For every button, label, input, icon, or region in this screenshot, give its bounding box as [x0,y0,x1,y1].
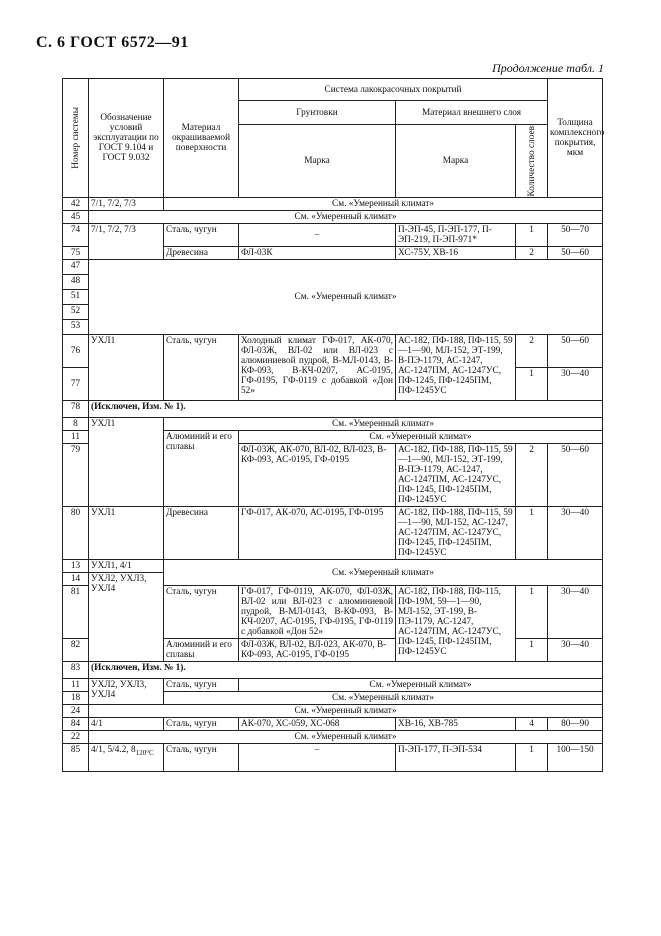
table-row [63,662,603,679]
row-number: 81 [63,586,89,639]
row-reference: См. «Умеренный климат» [239,431,603,444]
header-thickness: Толщина комплексного покрытия, мкм [548,79,603,198]
row-conditions: УХЛ2, УХЛ3, УХЛ4 [89,679,164,705]
row-layers: 2 [516,247,548,260]
row-number: 11 [63,679,89,692]
table-row [63,260,603,275]
row-number: 11 [63,431,89,444]
row-thickness: 50—70 [548,224,603,247]
row-conditions: 7/1, 7/2, 7/3 [89,224,164,260]
row-material: Древесина [164,247,239,260]
row-number: 47 [63,260,89,275]
row-number: 48 [63,275,89,290]
row-conditions [89,744,164,772]
header-material: Материал окрашиваемой поверхности [164,79,239,198]
row-number: 45 [63,211,89,224]
table-continuation-caption: Продолжение табл. 1 [492,61,604,75]
row-number: 83 [63,662,89,679]
row-reference: См. «Умеренный климат» [164,418,603,431]
row-outer: П-ЭП-177, П-ЭП-534 [396,744,516,772]
row-primer: – [239,744,396,772]
table-row [63,224,603,247]
table-row [63,679,603,692]
row-material: Сталь, чугун [164,224,239,247]
row-number: 77 [63,368,89,401]
row-primer: ФЛ-03Ж, АК-070, ВЛ-02, ВЛ-023, В-КФ-093, АС-0195, ГФ-0195 [239,444,396,507]
row-conditions: УХЛ1 [89,507,164,560]
row-reference: См. «Умеренный климат» [239,679,603,692]
header-outer-material: Материал внешнего слоя [396,101,548,125]
row-material: Алюминий и его сплавы [164,639,239,662]
row-conditions: УХЛ2, УХЛ3, УХЛ4 [89,573,164,662]
row-primer: Холодный климат ГФ-017, АК-070, ФЛ-03Ж, ВЛ-02 или ВЛ-023 с алюминиевой пудрой, В-МЛ-0143, В-КФ-093, В-КЧ-0207, АС-0195, ГФ-0195, ГФ-0119 с добавкой «Дон 52» [239,335,396,401]
row-number: 82 [63,639,89,662]
row-layers: 2 [516,335,548,368]
row-number: 52 [63,305,89,320]
table-row [63,560,603,573]
row-number: 85 [63,744,89,772]
header-layers: Количество слоев [516,125,548,198]
row-thickness: 80—90 [548,718,603,731]
header-coating-system: Система лакокрасочных покрытий [239,79,548,101]
row-thickness: 30—40 [548,368,603,401]
row-number: 78 [63,401,89,418]
row-outer: АС-182, ПФ-188, ПФ-115, 59—1—90, МЛ-152, ЭТ-199, В-ПЭ-1179, АС-1247, АС-1247ПМ, АС-1247УС, ПФ-1245, ПФ-1245ПМ, ПФ-1245УС [396,444,516,507]
row-reference: См. «Умеренный климат» [164,560,603,586]
row-number: 79 [63,444,89,507]
row-layers: 1 [516,368,548,401]
row-layers: 1 [516,507,548,560]
row-number: 13 [63,560,89,573]
row-number: 53 [63,320,89,335]
row-layers: 1 [516,639,548,662]
row-conditions: УХЛ1, 4/1 [89,560,164,573]
row-thickness: 30—40 [548,639,603,662]
row-primer: ФЛ-03Ж, ВЛ-02, ВЛ-023, АК-070, В-КФ-093, АС-0195, ГФ-0195 [239,639,396,662]
row-outer: АС-182, ПФ-188, ПФ-115, 59—1—90, МЛ-152, ЭТ-199, В-ПЭ-1179, АС-1247, АС-1247ПМ, АС-1247УС, ПФ-1245, ПФ-1245ПМ, ПФ-1245УС [396,335,516,401]
row-thickness: 30—40 [548,586,603,639]
row-number: 18 [63,692,89,705]
row-layers: 2 [516,444,548,507]
row-primer: ФЛ-03К [239,247,396,260]
row-material: Алюминий и его сплавы [164,431,239,507]
row-number: 74 [63,224,89,247]
row-thickness: 50—60 [548,444,603,507]
row-material: Сталь, чугун [164,718,239,731]
row-excluded-note: (Исключен, Изм. № 1). [89,401,603,418]
row-outer: АС-182, ПФ-188, ПФ-115, 59—1—90, МЛ-152, АС-1247, АС-1247ПМ, АС-1247УС, ПФ-1245, ПФ-1245ПМ, ПФ-1245УС [396,507,516,560]
row-conditions-main: 4/1, 5/4.2, 8 [91,745,136,756]
row-conditions: 7/1, 7/2, 7/3 [89,198,164,211]
row-thickness: 50—60 [548,247,603,260]
table-row [63,731,603,744]
row-material: Сталь, чугун [164,679,239,692]
row-reference: См. «Умеренный климат» [89,211,603,224]
row-thickness: 100—150 [548,744,603,772]
table-row [63,418,603,431]
row-conditions: УХЛ1 [89,418,164,507]
row-outer: П-ЭП-45, П-ЭП-177, П-ЭП-219, П-ЭП-971* [396,224,516,247]
row-material: Древесина [164,507,239,560]
table-row [63,705,603,718]
row-number: 80 [63,507,89,560]
row-layers: 1 [516,744,548,772]
row-layers: 4 [516,718,548,731]
row-number: 22 [63,731,89,744]
row-reference: См. «Умеренный климат» [164,198,603,211]
row-reference: См. «Умеренный климат» [89,260,603,335]
row-outer: ХВ-16, ХВ-785 [396,718,516,731]
header-conditions: Обозначение условий эксплуатации по ГОСТ 9.104 и ГОСТ 9.032 [89,79,164,198]
row-number: 75 [63,247,89,260]
header-system-number: Номер системы [63,79,89,198]
row-conditions-subscript: 120°С [135,749,154,758]
row-reference: См. «Умеренный климат» [89,705,603,718]
coating-systems-table [62,78,603,772]
row-material: Сталь, чугун [164,335,239,401]
table-row [63,401,603,418]
table-row [63,211,603,224]
row-material: Сталь, чугун [164,586,239,639]
row-number: 84 [63,718,89,731]
row-primer: АК-070, ХС-059, ХС-068 [239,718,396,731]
page-header: С. 6 ГОСТ 6572—91 [36,34,189,51]
row-outer: ХС-75У, ХВ-16 [396,247,516,260]
header-brand-primer: Марка [239,125,396,198]
row-material: Сталь, чугун [164,744,239,772]
row-number: 14 [63,573,89,586]
row-thickness: 30—40 [548,507,603,560]
row-conditions: УХЛ1 [89,335,164,401]
row-primer: ГФ-017, ГФ-0119, АК-070, ФЛ-03Ж, ВЛ-02 или ВЛ-023 с алюминиевой пудрой, В-МЛ-0143, В-КФ-093, В-КЧ-0207, АС-0195, ГФ-0195, ГФ-0119 с добавкой «Дон 52» [239,586,396,639]
header-brand-outer: Марка [396,125,516,198]
row-outer: АС-182, ПФ-188, ПФ-115, ПФ-19М, 59—1—90, МЛ-152, ЭТ-199, В-ПЭ-1179, АС-1247, АС-1247ПМ, АС-1247УС, ПФ-1245, ПФ-1245ПМ, ПФ-1245УС [396,586,516,662]
row-primer: ГФ-017, АК-070, АС-0195, ГФ-0195 [239,507,396,560]
row-reference: См. «Умеренный климат» [89,731,603,744]
table-row [63,335,603,368]
row-number: 24 [63,705,89,718]
header-primers: Грунтовки [239,101,396,125]
row-number: 8 [63,418,89,431]
row-primer: – [239,224,396,247]
table-row [63,744,603,772]
table-row [63,507,603,560]
table-row [63,718,603,731]
row-conditions: 4/1 [89,718,164,731]
table-row [63,198,603,211]
row-reference: См. «Умеренный климат» [164,692,603,705]
row-layers: 1 [516,224,548,247]
row-number: 42 [63,198,89,211]
row-excluded-note: (Исключен, Изм. № 1). [89,662,603,679]
row-number: 51 [63,290,89,305]
row-thickness: 50—60 [548,335,603,368]
row-layers: 1 [516,586,548,639]
row-number: 76 [63,335,89,368]
